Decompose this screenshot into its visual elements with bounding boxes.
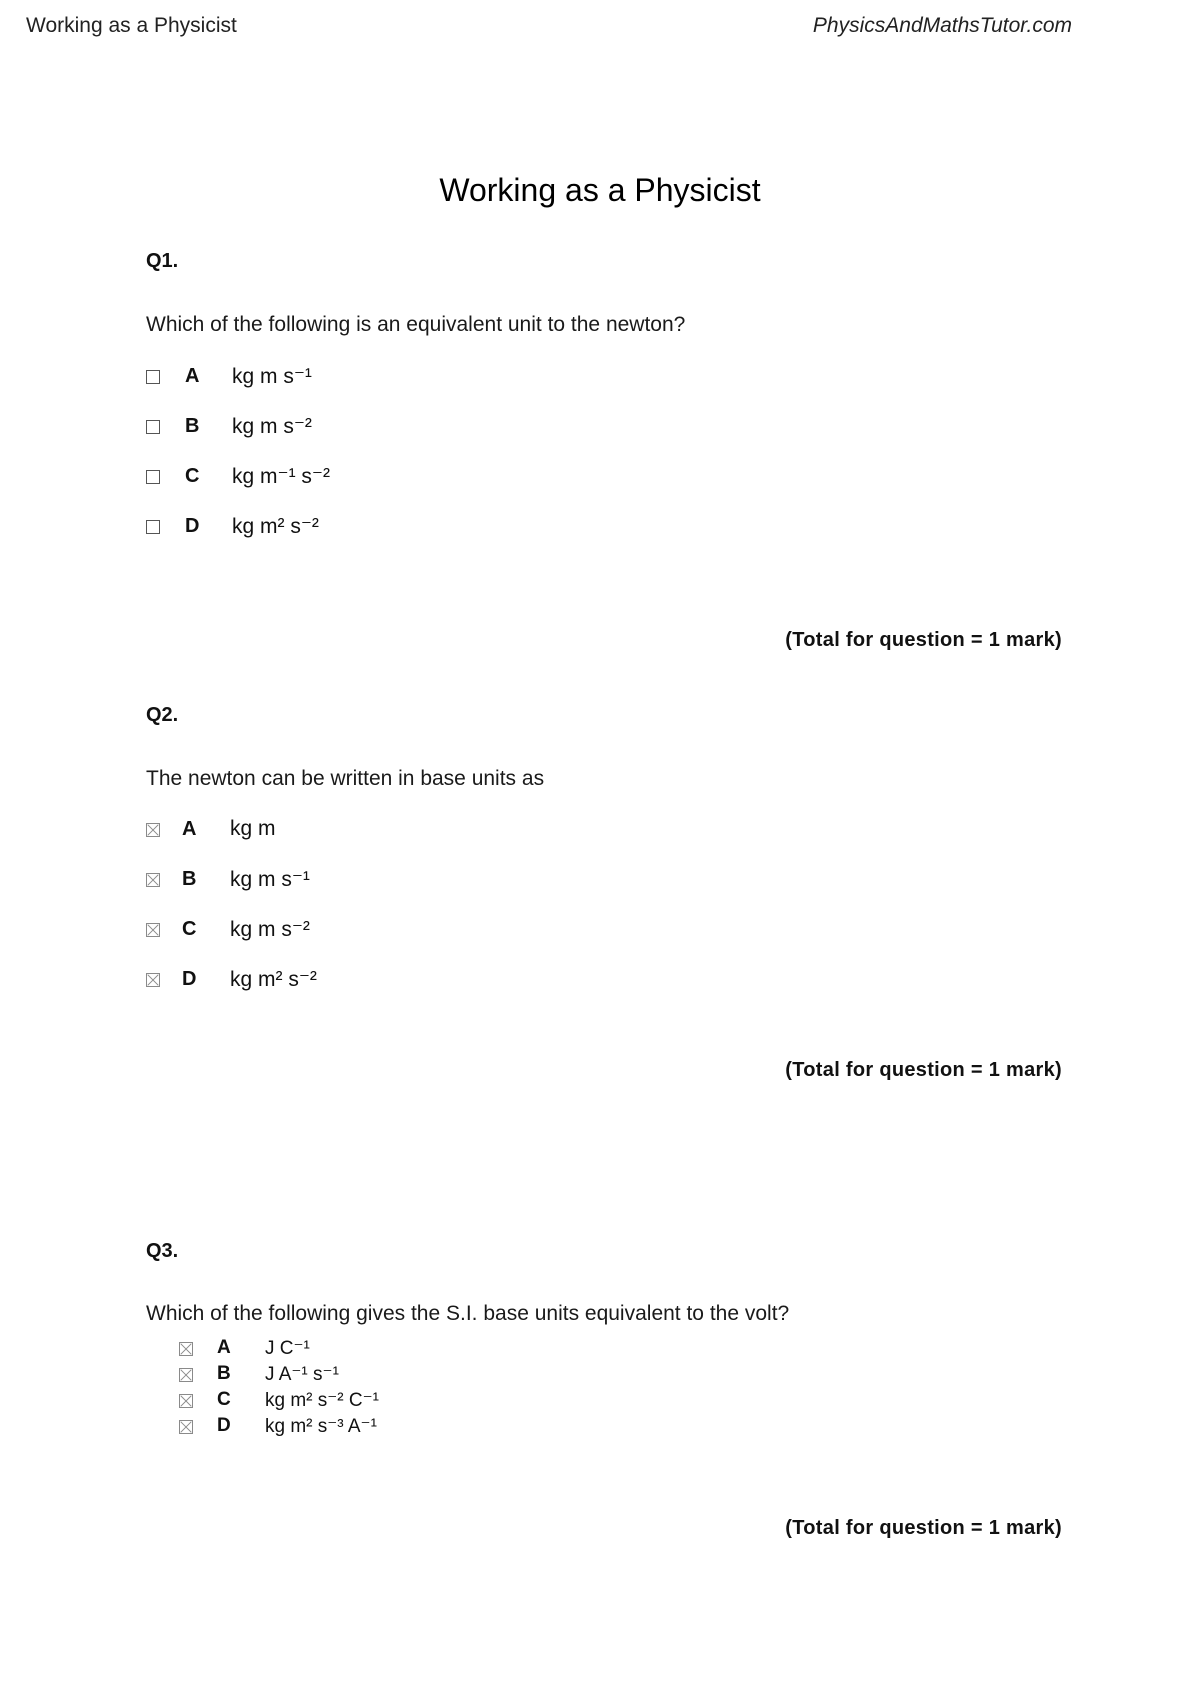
checkbox-icon[interactable] (146, 923, 160, 937)
checkbox-icon[interactable] (179, 1394, 193, 1408)
option-letter: A (185, 365, 200, 387)
option-text: kg m² s⁻² C⁻¹ (265, 1390, 379, 1411)
checkbox-icon[interactable] (179, 1368, 193, 1382)
option-text: J A⁻¹ s⁻¹ (265, 1364, 339, 1385)
option-letter: A (217, 1337, 231, 1358)
q3-option-b[interactable] (179, 1363, 339, 1387)
checkbox-icon[interactable] (146, 520, 160, 534)
question-2-number: Q2. (146, 704, 179, 726)
q2-option-b[interactable] (146, 866, 310, 894)
option-letter: C (185, 465, 200, 487)
question-1-total: (Total for question = 1 mark) (785, 629, 1062, 651)
option-text: kg m² s⁻² (230, 968, 317, 991)
option-letter: C (182, 918, 197, 940)
checkbox-icon[interactable] (146, 470, 160, 484)
option-letter: D (185, 515, 200, 537)
q2-option-a[interactable] (146, 816, 276, 844)
option-letter: A (182, 818, 197, 840)
option-text: kg m² s⁻² (232, 515, 319, 538)
option-text: J C⁻¹ (265, 1338, 310, 1359)
checkbox-icon[interactable] (179, 1420, 193, 1434)
option-letter: B (182, 868, 197, 890)
question-1-number: Q1. (146, 250, 179, 272)
q2-option-c[interactable] (146, 916, 310, 944)
running-header-left: Working as a Physicist (26, 14, 237, 37)
checkbox-icon[interactable] (146, 420, 160, 434)
question-2-stem: The newton can be written in base units as (146, 767, 545, 790)
question-2-total: (Total for question = 1 mark) (785, 1059, 1062, 1081)
question-3-stem: Which of the following gives the S.I. base units equivalent to the volt? (146, 1302, 790, 1325)
q1-option-c[interactable] (146, 463, 330, 491)
option-text: kg m s⁻² (230, 918, 310, 941)
option-text: kg m s⁻¹ (232, 365, 312, 388)
checkbox-icon[interactable] (146, 873, 160, 887)
option-text: kg m (230, 817, 276, 840)
option-text: kg m⁻¹ s⁻² (232, 465, 330, 488)
checkbox-icon[interactable] (146, 823, 160, 837)
q1-option-b[interactable] (146, 413, 312, 441)
checkbox-icon[interactable] (146, 370, 160, 384)
q2-option-d[interactable] (146, 966, 317, 994)
checkbox-icon[interactable] (146, 973, 160, 987)
option-letter: D (217, 1415, 231, 1436)
question-3-total: (Total for question = 1 mark) (785, 1517, 1062, 1539)
running-header-right: PhysicsAndMathsTutor.com (812, 14, 1072, 37)
option-letter: B (185, 415, 200, 437)
question-1-stem: Which of the following is an equivalent unit to the newton? (146, 313, 686, 336)
document-title: Working as a Physicist (439, 172, 761, 208)
q3-option-d[interactable] (179, 1415, 377, 1439)
option-letter: D (182, 968, 197, 990)
option-letter: B (217, 1363, 231, 1384)
q1-option-d[interactable] (146, 513, 319, 541)
option-text: kg m² s⁻³ A⁻¹ (265, 1416, 377, 1437)
q3-option-c[interactable] (179, 1389, 379, 1413)
q1-option-a[interactable] (146, 363, 312, 391)
question-3-number: Q3. (146, 1240, 179, 1262)
option-text: kg m s⁻¹ (230, 868, 310, 891)
option-text: kg m s⁻² (232, 415, 312, 438)
option-letter: C (217, 1389, 231, 1410)
checkbox-icon[interactable] (179, 1342, 193, 1356)
q3-option-a[interactable] (179, 1337, 310, 1361)
